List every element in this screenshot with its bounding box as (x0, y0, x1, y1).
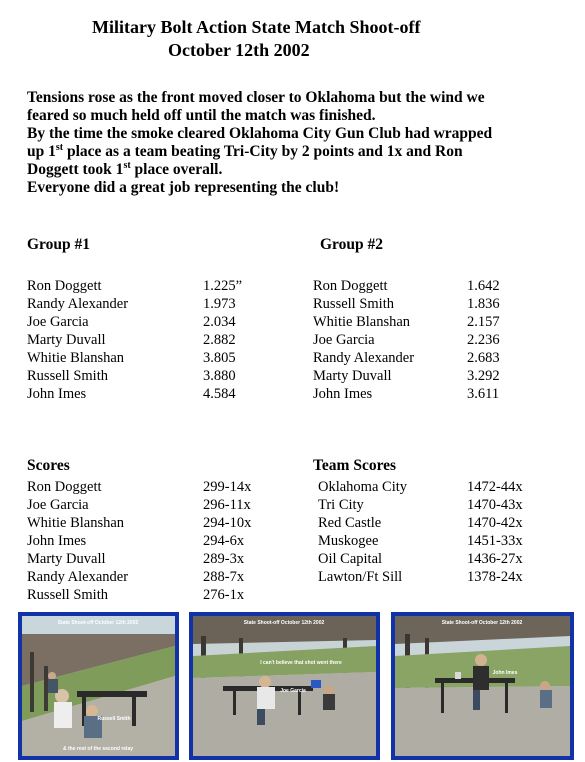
list-item: Oil Capital (318, 551, 383, 567)
list-item: Marty Duvall (27, 332, 106, 348)
paragraph-line: feared so much held off until the match was finished. (27, 107, 376, 124)
list-value: 294-6x (203, 533, 245, 549)
list-item: Russell Smith (27, 587, 108, 603)
list-item: Russell Smith (27, 368, 108, 384)
page-title: Military Bolt Action State Match Shoot-off (92, 17, 421, 37)
group1-heading: Group #1 (27, 236, 91, 253)
list-item: Randy Alexander (27, 296, 129, 312)
list-value: 294-10x (203, 515, 252, 531)
list-value: 3.805 (203, 350, 236, 366)
group1-names (27, 277, 128, 403)
team-scores-values (467, 478, 523, 586)
list-value: 3.611 (467, 386, 500, 402)
photo-joe-garcia (189, 612, 380, 760)
group2-names (313, 277, 414, 403)
paragraph-line: Tensions rose as the front moved closer to Oklahoma but the wind we (27, 89, 485, 106)
list-value: 2.236 (467, 332, 500, 348)
paragraph-line: Everyone did a great job representing the club! (27, 179, 340, 196)
list-value: 1436-27x (467, 551, 523, 567)
list-value: 288-7x (203, 569, 245, 585)
list-item: Whitie Blanshan (27, 515, 125, 531)
list-value: 296-11x (203, 497, 251, 513)
group1-values (203, 277, 242, 403)
list-item: Joe Garcia (313, 332, 375, 348)
list-value: 2.157 (467, 314, 500, 330)
list-item: Ron Doggett (313, 278, 388, 294)
list-value: 2.034 (203, 314, 236, 330)
list-value: 1470-43x (467, 497, 523, 513)
paragraph-line: up 1st place as a team beating Tri-City by 2 points and 1x and Ron (27, 141, 463, 160)
photo-banner: State Shoot-off October 12th 2002 (441, 620, 523, 626)
list-value: 1.836 (467, 296, 500, 312)
photo-label: John Imes (492, 670, 518, 676)
intro-paragraph (27, 89, 579, 197)
scores-heading: Scores (27, 457, 70, 474)
list-item: Marty Duvall (27, 551, 106, 567)
photo-banner: State Shoot-off October 12th 2002 (57, 620, 139, 626)
list-item: Tri City (318, 497, 364, 513)
list-value: 2.882 (203, 332, 236, 348)
group2-heading: Group #2 (320, 236, 384, 253)
photo-label: Joe Garcia (280, 688, 306, 694)
photo-john-imes (391, 612, 574, 760)
list-value: 3.292 (467, 368, 500, 384)
list-item: Joe Garcia (27, 497, 89, 513)
team-scores-heading: Team Scores (313, 457, 397, 474)
group2-values (467, 277, 500, 403)
scores-names (27, 478, 128, 604)
list-item: Whitie Blanshan (27, 350, 125, 366)
photo-label: Russell Smith (97, 716, 131, 722)
list-value: 299-14x (203, 479, 252, 495)
list-value: 1470-42x (467, 515, 523, 531)
list-item: Randy Alexander (313, 350, 415, 366)
list-item: John Imes (313, 386, 373, 402)
list-item: Whitie Blanshan (313, 314, 411, 330)
list-value: 289-3x (203, 551, 245, 567)
list-value: 1451-33x (467, 533, 523, 549)
list-item: Muskogee (318, 533, 379, 549)
page-subtitle-date: October 12th 2002 (168, 40, 310, 60)
list-value: 4.584 (203, 386, 236, 402)
list-item: Russell Smith (313, 296, 394, 312)
list-value: 3.880 (203, 368, 236, 384)
photo-banner: State Shoot-off October 12th 2002 (243, 620, 325, 626)
team-scores-names (318, 478, 407, 586)
list-value: 1472-44x (467, 479, 523, 495)
list-item: Randy Alexander (27, 569, 129, 585)
photo-second-relay (18, 612, 179, 760)
photo-quote: I can't believe that shot went there (260, 660, 342, 666)
photo-footer: & the rest of the second relay (62, 746, 134, 752)
paragraph-line: By the time the smoke cleared Oklahoma City Gun Club had wrapped (27, 125, 493, 142)
list-item: Joe Garcia (27, 314, 89, 330)
list-item: Red Castle (318, 515, 382, 531)
list-value: 2.683 (467, 350, 500, 366)
paragraph-line: Doggett took 1st place overall. (27, 159, 223, 178)
list-value: 1.973 (203, 296, 236, 312)
list-item: Ron Doggett (27, 278, 102, 294)
list-value: 1.225” (203, 278, 243, 294)
list-item: Lawton/Ft Sill (318, 569, 403, 585)
list-item: John Imes (27, 386, 87, 402)
list-item: Ron Doggett (27, 479, 102, 495)
list-item: John Imes (27, 533, 87, 549)
scores-values (203, 478, 251, 604)
list-item: Marty Duvall (313, 368, 392, 384)
list-value: 1.642 (467, 278, 500, 294)
list-item: Oklahoma City (318, 479, 408, 495)
list-value: 1378-24x (467, 569, 523, 585)
list-value: 276-1x (203, 587, 245, 603)
